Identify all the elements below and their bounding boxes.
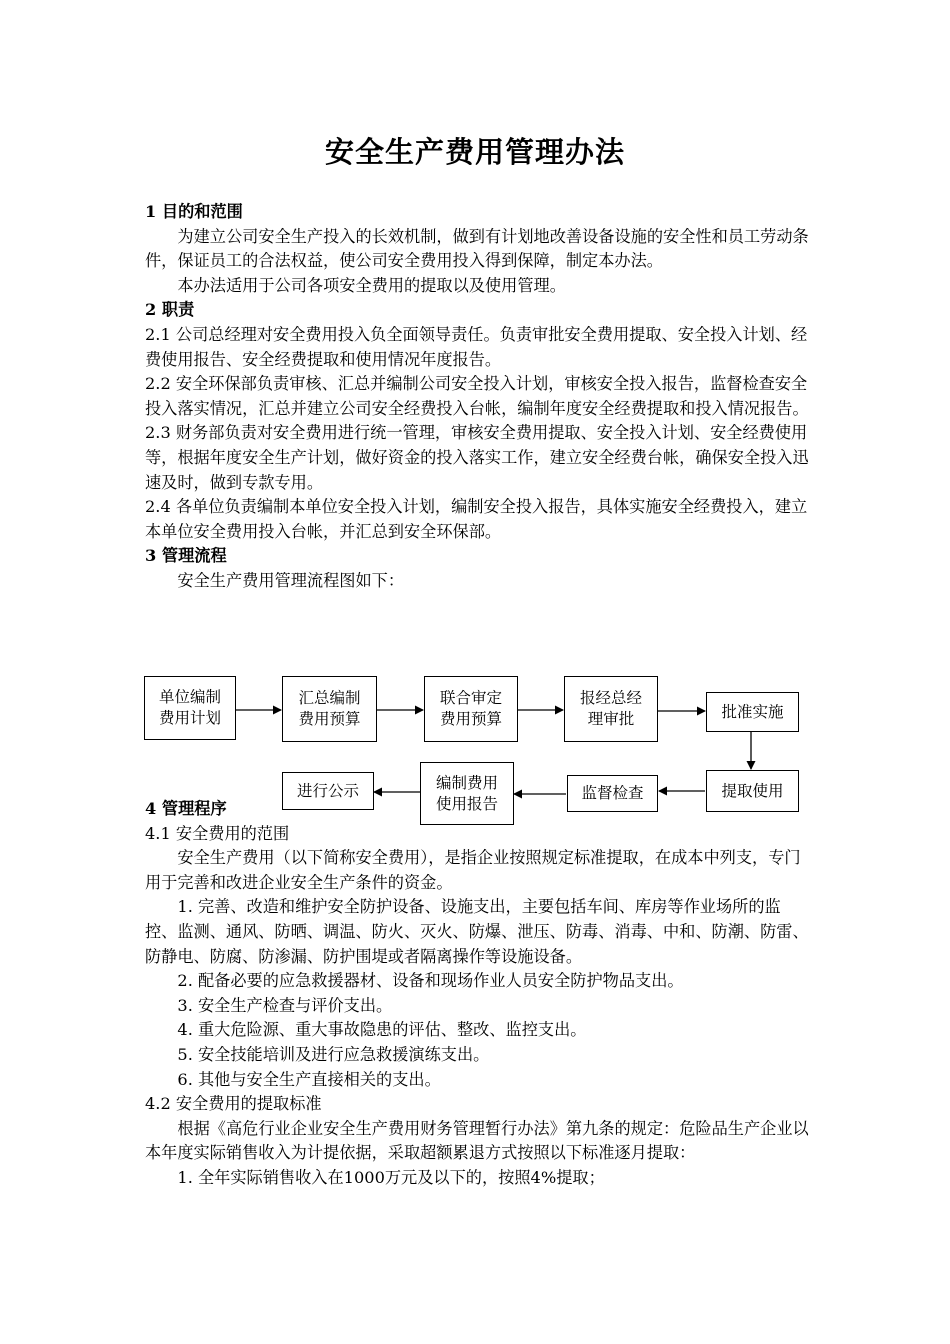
flow-node-gm-approval: 报经总经 理审批 [564,676,658,742]
section-4 [145,797,810,1191]
flow-node-publicize: 进行公示 [282,772,374,810]
section-heading: 4 管理程序 [145,799,227,818]
list-item: 6. 其他与安全生产直接相关的支出。 [177,1069,441,1089]
list-item: 4. 重大危险源、重大事故隐患的评估、整改、监控支出。 [177,1020,587,1040]
flow-node-approve-implement: 批准实施 [706,692,799,732]
list-item: 5. 安全技能培训及进行应急救援演练支出。 [177,1044,490,1064]
list-item: 1. 完善、改造和维护安全防护设备、设施支出，主要包括车间、库房等作业场所的监控、监测、通风、防晒、调温、防火、灭火、防爆、泄压、防毒、消毒、中和、防潮、防雷、防静电、防腐、防渗漏、防护围堤或者隔离操作等设施设备。 [145,897,809,966]
list-item: 3. 安全生产检查与评价支出。 [177,995,393,1015]
section-heading: 3 管理流程 [145,546,227,566]
paragraph: 本办法适用于公司各项安全费用的提取以及使用管理。 [177,275,566,295]
section-heading: 2 职责 [145,300,195,320]
flow-node-extract-use: 提取使用 [706,770,799,812]
subsection-heading: 4.2 安全费用的提取标准 [145,1094,322,1114]
paragraph: 安全生产费用管理流程图如下： [177,570,405,590]
flow-node-unit-plan: 单位编制 费用计划 [144,676,236,740]
paragraph: 安全生产费用（以下简称安全费用），是指企业按照规定标准提取，在成本中列支，专门用于完善和改进企业安全生产条件的资金。 [145,848,801,892]
flow-node-compile-budget: 汇总编制 费用预算 [282,676,377,742]
paragraph: 为建立公司安全生产投入的长效机制，做到有计划地改善设备设施的安全性和员工劳动条件，保证员工的合法权益，使公司安全费用投入得到保障，制定本办法。 [145,226,809,271]
flow-node-joint-review: 联合审定 费用预算 [424,676,518,742]
paragraph: 2.2 安全环保部负责审核、汇总并编制公司安全投入计划，审核安全投入报告，监督检查安全投入落实情况，汇总并建立公司安全经费投入台帐，编制年度安全经费提取和投入情况报告。 [145,374,809,418]
flow-node-usage-report: 编制费用 使用报告 [420,762,514,825]
paragraph: 2.4 各单位负责编制本单位安全投入计划，编制安全投入报告，具体实施安全经费投入，建立本单位安全费用投入台帐，并汇总到安全环保部。 [145,497,808,541]
section-heading: 1 目的和范围 [145,202,243,221]
list-item: 1. 全年实际销售收入在1000万元及以下的，按照4%提取； [177,1167,605,1187]
document-title: 安全生产费用管理办法 [324,135,625,169]
paragraph: 根据《高危行业企业安全生产费用财务管理暂行办法》第九条的规定：危险品生产企业以本年度实际销售收入为计提依据，采取超额累退方式按照以下标准逐月提取： [145,1118,809,1163]
subsection-heading: 4.1 安全费用的范围 [145,823,290,843]
paragraph: 2.3 财务部负责对安全费用进行统一管理，审核安全费用提取、安全投入计划、安全经费使用等，根据年度安全生产计划，做好资金的投入落实工作，建立安全经费台帐，确保安全投入迅速及时，做到专款专用。 [145,423,809,492]
paragraph: 2.1 公司总经理对安全费用投入负全面领导责任。负责审批安全费用提取、安全投入计划、经费使用报告、安全经费提取和使用情况年度报告。 [145,324,808,369]
list-item: 2. 配备必要的应急救援器材、设备和现场作业人员安全防护物品支出。 [177,971,684,991]
flow-node-supervise-check: 监督检查 [567,775,658,812]
